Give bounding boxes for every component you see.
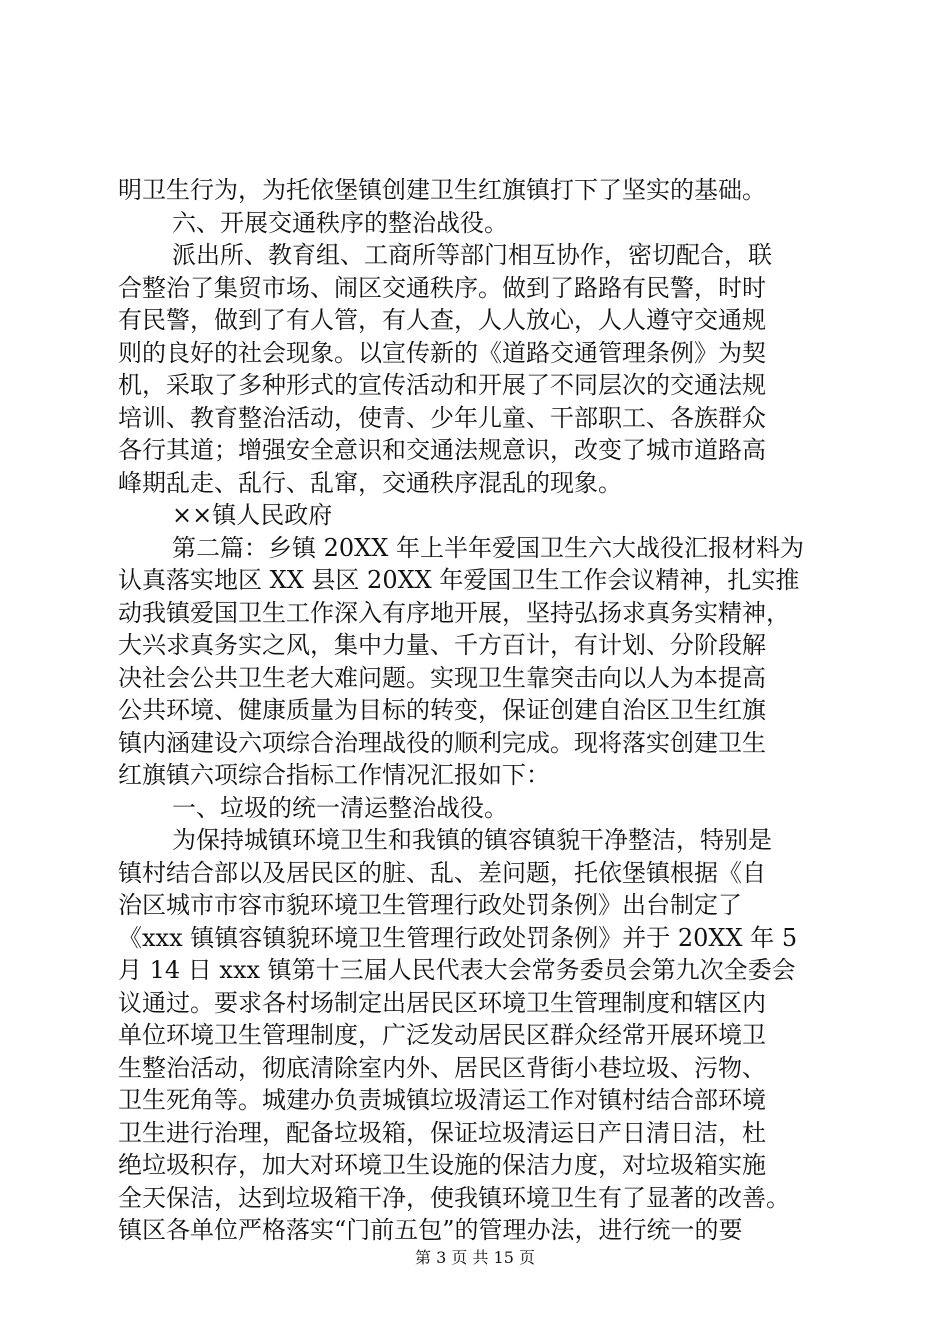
text-line: 镇区各单位严格落实“门前五包”的管理办法，进行统一的要: [118, 1216, 743, 1244]
text-line: 则的良好的社会现象。以宣传新的《道路交通管理条例》为契: [118, 338, 766, 367]
text-line: 六、开展交通秩序的整治战役。: [172, 208, 508, 237]
text-line: 《xxx 镇镇容镇貌环境卫生管理行政处罚条例》并于 20XX 年 5: [118, 923, 798, 952]
text-line: 绝垃圾积存，加大对环境卫生设施的保洁力度，对垃圾箱实施: [118, 1151, 766, 1179]
text-line: 议通过。要求各村场制定出居民区环境卫生管理制度和辖区内: [118, 988, 766, 1017]
text-line: 峰期乱走、乱行、乱窜，交通秩序混乱的现象。: [118, 468, 622, 497]
text-line: 全天保洁，达到垃圾箱干净，使我镇环境卫生有了显著的改善。: [118, 1183, 790, 1212]
text-line: 动我镇爱国卫生工作深入有序地开展，坚持弘扬求真务实精神，: [118, 598, 790, 627]
text-line: 明卫生行为，为托依堡镇创建卫生红旗镇打下了坚实的基础。: [118, 176, 766, 204]
text-line: 单位环境卫生管理制度，广泛发动居民区群众经常开展环境卫: [118, 1021, 766, 1049]
page-footer: 第 3 页 共 15 页: [415, 1248, 535, 1267]
text-line: 一、垃圾的统一清运整治战役。: [172, 793, 508, 822]
text-line: 派出所、教育组、工商所等部门相互协作，密切配合，联: [172, 241, 772, 269]
text-line: 卫生死角等。城建办负责城镇垃圾清运工作对镇村结合部环境: [118, 1086, 766, 1114]
text-line: 为保持城镇环境卫生和我镇的镇容镇貌干净整洁，特别是: [172, 826, 772, 854]
text-line: 卫生进行治理，配备垃圾箱，保证垃圾清运日产日清日洁，杜: [118, 1118, 766, 1147]
text-line: 有民警，做到了有人管，有人查，人人放心，人人遵守交通规: [118, 306, 766, 334]
document-body: [118, 174, 832, 1247]
text-line: 合整治了集贸市场、闹区交通秩序。做到了路路有民警，时时: [118, 273, 766, 302]
text-line: 红旗镇六项综合指标工作情况汇报如下：: [118, 761, 550, 789]
text-line: 大兴求真务实之风，集中力量、千方百计，有计划、分阶段解: [118, 631, 766, 659]
text-line: 公共环境、健康质量为目标的转变，保证创建自治区卫生红旗: [118, 696, 766, 724]
text-line: 培训、教育整治活动，使青、少年儿童、干部职工、各族群众: [118, 403, 766, 432]
text-line: 治区城市市容市貌环境卫生管理行政处罚条例》出台制定了: [118, 891, 742, 919]
text-line: ××镇人民政府: [172, 501, 333, 529]
text-line: 各行其道；增强安全意识和交通法规意识，改变了城市道路高: [118, 436, 766, 464]
text-line: 镇内涵建设六项综合治理战役的顺利完成。现将落实创建卫生: [118, 728, 766, 757]
text-line: 生整治活动，彻底清除室内外、居民区背街小巷垃圾、污物、: [118, 1053, 766, 1082]
text-line: 决社会公共卫生老大难问题。实现卫生靠突击向以人为本提高: [118, 663, 766, 692]
text-line: 机，采取了多种形式的宣传活动和开展了不同层次的交通法规: [118, 371, 766, 399]
text-line: 镇村结合部以及居民区的脏、乱、差问题，托依堡镇根据《自: [118, 858, 766, 887]
text-line: 认真落实地区 XX 县区 20XX 年爱国卫生工作会议精神，扎实推: [118, 566, 800, 594]
text-line: 月 14 日 xxx 镇第十三届人民代表大会常务委员会第九次全委会: [118, 956, 796, 984]
text-line: 第二篇：乡镇 20XX 年上半年爱国卫生六大战役汇报材料为: [172, 533, 804, 562]
